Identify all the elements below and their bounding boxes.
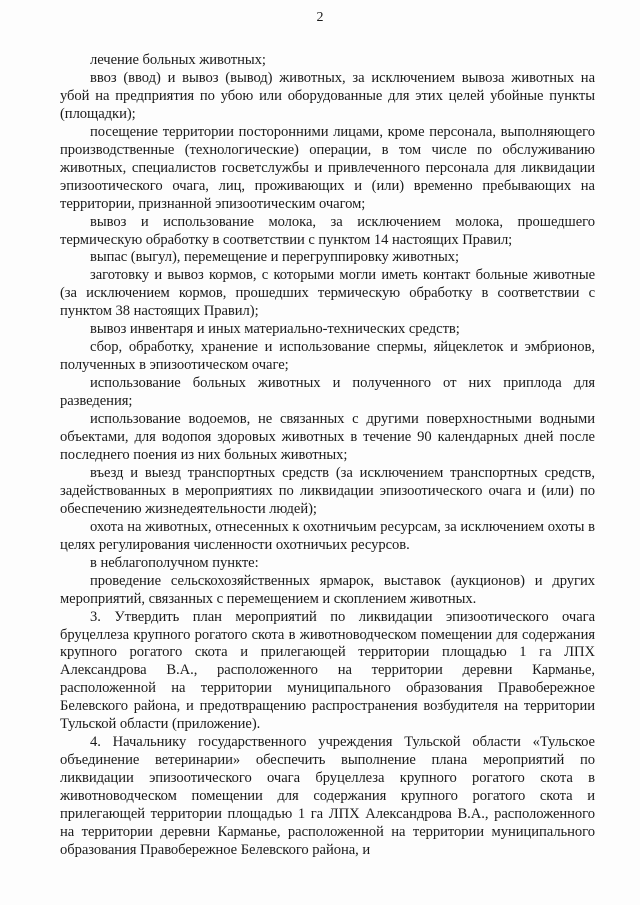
paragraph: вывоз инвентаря и иных материально-технических средств; — [90, 321, 460, 338]
paragraph: въезд и выезд транспортных средств (за исключением транспортных средств, задействованных в мероприятиях по ликвидации эпизоотического очага и (или) по обеспечению жизнедеятельности людей); — [60, 464, 595, 517]
paragraph: вывоз и использование молока, за исключением молока, прошедшего термическую обработку в соответствии с пунктом 14 настоящих Правил; — [60, 213, 595, 248]
document-body — [60, 52, 595, 860]
paragraph: в неблагополучном пункте: — [90, 554, 259, 571]
paragraph: охота на животных, отнесенных к охотничьим ресурсам, за исключением охоты в целях регулирования численности охотничьих ресурсов. — [60, 518, 595, 553]
paragraph: использование больных животных и полученного от них приплода для разведения; — [60, 375, 595, 410]
paragraph: использование водоемов, не связанных с другими поверхностными водными объектами, для водопоя здоровых животных в течение 90 календарных дней после последнего поения из них больных животных; — [60, 411, 595, 463]
paragraph: 4. Начальнику государственного учреждения Тульской области «Тульское объединение ветеринарии» обеспечить выполнение плана мероприятий по ликвидации эпизоотического очага бруцеллеза крупного рогатого скота в животноводческом помещении для содержания крупного рогатого скота и прилегающей территории площадью 1 га ЛПХ Александрова В.А., расположенного на территории деревни Карманье, расположенной на территории муниципального образования Правобережное Белевского района, и — [60, 734, 595, 858]
page-number: 2 — [316, 10, 324, 25]
paragraph: посещение территории посторонними лицами, кроме персонала, выполняющего производственные (технологические) операции, в том числе по обслуживанию животных, специалистов госветслужбы и привлеченного персонала для ликвидации эпизоотического очага, лиц, проживающих и (или) временно пребывающих на территории, признанной эпизоотическим очагом; — [60, 123, 595, 212]
paragraph: лечение больных животных; — [90, 52, 266, 68]
paragraph: 3. Утвердить план мероприятий по ликвидации эпизоотического очага бруцеллеза крупного рогатого скота в животноводческом помещении для содержания крупного рогатого скота и прилегающей территории площадью 1 га ЛПХ Александрова В.А., расположенного на территории деревни Карманье, расположенной на территории муниципального образования Правобережное Белевского района, и предотвращению распространения возбудителя на территории Тульской области (приложение). — [60, 608, 595, 733]
paragraph: проведение сельскохозяйственных ярмарок, выставок (аукционов) и других мероприятий, связанных с перемещением и скоплением животных. — [60, 572, 595, 607]
paragraph: сбор, обработку, хранение и использование спермы, яйцеклеток и эмбрионов, полученных в эпизоотическом очаге; — [60, 339, 595, 374]
paragraph: ввоз (ввод) и вывоз (вывод) животных, за исключением вывоза животных на убой на предприятия по убою или оборудованные для этих целей убойные пункты (площадки); — [60, 69, 595, 122]
paragraph: выпас (выгул), перемещение и перегруппировку животных; — [90, 249, 460, 266]
paragraph: заготовку и вывоз кормов, с которыми могли иметь контакт больные животные (за исключением кормов, прошедших термическую обработку в соответствии с пунктом 38 настоящих Правил); — [60, 267, 595, 320]
